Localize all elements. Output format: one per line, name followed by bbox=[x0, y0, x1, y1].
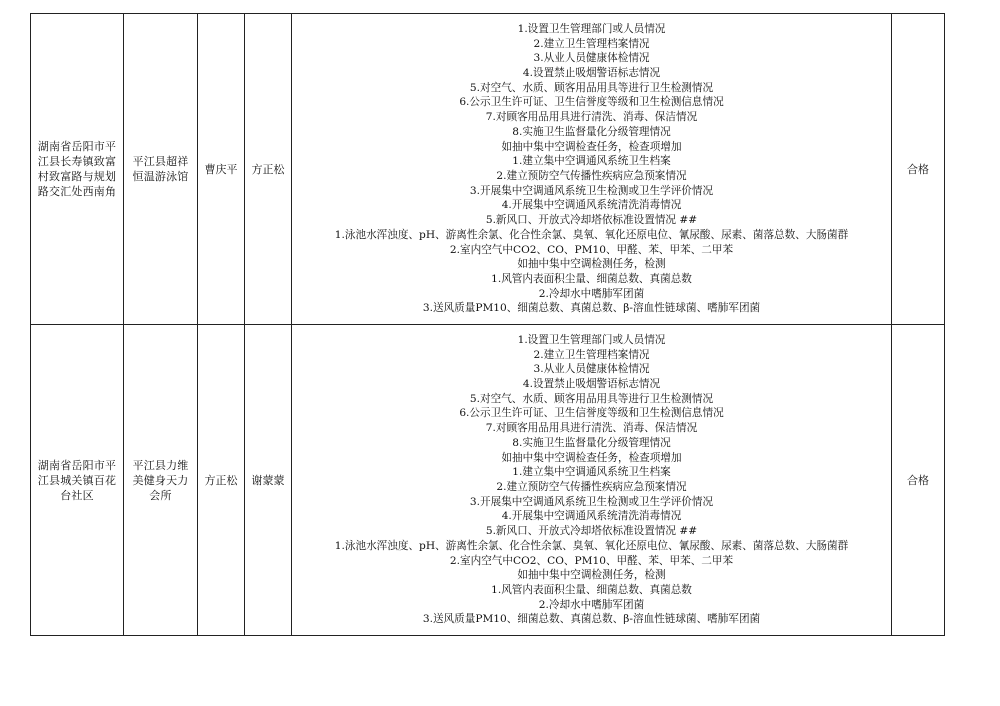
inspection-item: 4.开展集中空调通风系统清洗消毒情况 bbox=[501, 199, 682, 212]
inspection-item: 5.新风口、开放式冷却塔依标准设置情况 ## bbox=[485, 525, 698, 538]
result-cell: 合格 bbox=[892, 14, 945, 325]
inspection-item: 5.对空气、水质、顾客用品用具等进行卫生检测情况 bbox=[469, 81, 714, 94]
inspection-item: 7.对顾客用品用具进行清洗、消毒、保洁情况 bbox=[485, 111, 698, 124]
inspection-item: 3.送风质量PM10、细菌总数、真菌总数、β-溶血性链球菌、嗜肺军团菌 bbox=[422, 613, 761, 626]
establishment-name-cell: 平江县超祥恒温游泳馆 bbox=[124, 14, 198, 325]
inspection-item: 4.设置禁止吸烟警语标志情况 bbox=[522, 67, 661, 80]
inspector-1-cell: 曹庆平 bbox=[198, 14, 245, 325]
inspection-item: 2.室内空气中CO2、CO、PM10、甲醛、苯、甲苯、二甲苯 bbox=[449, 243, 734, 256]
inspector-1-cell: 方正松 bbox=[198, 325, 245, 636]
address-cell: 湖南省岳阳市平江县长寿镇致富村致富路与规划路交汇处西南角 bbox=[31, 14, 124, 325]
inspection-item: 如抽中集中空调检测任务，检测 bbox=[517, 258, 666, 271]
inspection-item: 2.建立卫生管理档案情况 bbox=[533, 37, 650, 50]
inspection-item: 3.从业人员健康体检情况 bbox=[533, 363, 650, 376]
inspection-item: 2.建立卫生管理档案情况 bbox=[533, 348, 650, 361]
inspection-item: 2.室内空气中CO2、CO、PM10、甲醛、苯、甲苯、二甲苯 bbox=[449, 554, 734, 567]
inspection-item: 8.实施卫生监督量化分级管理情况 bbox=[512, 125, 671, 138]
inspection-item: 1.设置卫生管理部门或人员情况 bbox=[517, 333, 666, 346]
inspection-item: 1.设置卫生管理部门或人员情况 bbox=[517, 22, 666, 35]
result-cell: 合格 bbox=[892, 325, 945, 636]
inspection-table-body bbox=[31, 14, 945, 636]
inspection-item: 1.风管内表面积尘量、细菌总数、真菌总数 bbox=[491, 583, 692, 596]
inspector-2-cell: 谢蒙蒙 bbox=[245, 325, 292, 636]
inspection-item: 6.公示卫生许可证、卫生信誉度等级和卫生检测信息情况 bbox=[459, 96, 724, 109]
inspector-2-cell: 方正松 bbox=[245, 14, 292, 325]
table-row bbox=[31, 14, 945, 325]
inspection-item: 3.送风质量PM10、细菌总数、真菌总数、β-溶血性链球菌、嗜肺军团菌 bbox=[422, 302, 761, 315]
inspection-item: 6.公示卫生许可证、卫生信誉度等级和卫生检测信息情况 bbox=[459, 407, 724, 420]
inspection-items-cell bbox=[292, 14, 892, 325]
inspection-item: 2.冷却水中嗜肺军团菌 bbox=[538, 598, 645, 611]
table-row bbox=[31, 325, 945, 636]
inspection-item: 3.开展集中空调通风系统卫生检测或卫生学评价情况 bbox=[469, 184, 714, 197]
inspection-item: 5.对空气、水质、顾客用品用具等进行卫生检测情况 bbox=[469, 392, 714, 405]
inspection-item: 如抽中集中空调检查任务，检查项增加 bbox=[501, 451, 682, 464]
inspection-item: 5.新风口、开放式冷却塔依标准设置情况 ## bbox=[485, 214, 698, 227]
inspection-item: 1.建立集中空调通风系统卫生档案 bbox=[512, 155, 671, 168]
address-cell: 湖南省岳阳市平江县城关镇百花台社区 bbox=[31, 325, 124, 636]
inspection-item: 1.风管内表面积尘量、细菌总数、真菌总数 bbox=[491, 272, 692, 285]
inspection-item: 3.从业人员健康体检情况 bbox=[533, 52, 650, 65]
inspection-item: 4.开展集中空调通风系统清洗消毒情况 bbox=[501, 510, 682, 523]
establishment-name-cell: 平江县力维美健身天力会所 bbox=[124, 325, 198, 636]
inspection-item: 2.建立预防空气传播性疾病应急预案情况 bbox=[496, 481, 687, 493]
inspection-item: 8.实施卫生监督量化分级管理情况 bbox=[512, 436, 671, 449]
inspection-item: 7.对顾客用品用具进行清洗、消毒、保洁情况 bbox=[485, 422, 698, 435]
inspection-item: 2.建立预防空气传播性疾病应急预案情况 bbox=[496, 170, 687, 182]
inspection-table bbox=[30, 13, 945, 636]
inspection-item: 1.泳池水浑浊度、pH、游离性余氯、化合性余氯、臭氧、氧化还原电位、氰尿酸、尿素、菌落总数、大肠菌群 bbox=[334, 228, 849, 241]
inspection-item: 2.冷却水中嗜肺军团菌 bbox=[538, 287, 645, 300]
inspection-item: 1.建立集中空调通风系统卫生档案 bbox=[512, 466, 671, 479]
inspection-item: 3.开展集中空调通风系统卫生检测或卫生学评价情况 bbox=[469, 495, 714, 508]
inspection-items-cell bbox=[292, 325, 892, 636]
inspection-item: 如抽中集中空调检测任务，检测 bbox=[517, 569, 666, 582]
inspection-item: 1.泳池水浑浊度、pH、游离性余氯、化合性余氯、臭氧、氧化还原电位、氰尿酸、尿素、菌落总数、大肠菌群 bbox=[334, 539, 849, 552]
inspection-item: 4.设置禁止吸烟警语标志情况 bbox=[522, 378, 661, 391]
inspection-item: 如抽中集中空调检查任务，检查项增加 bbox=[501, 140, 682, 153]
